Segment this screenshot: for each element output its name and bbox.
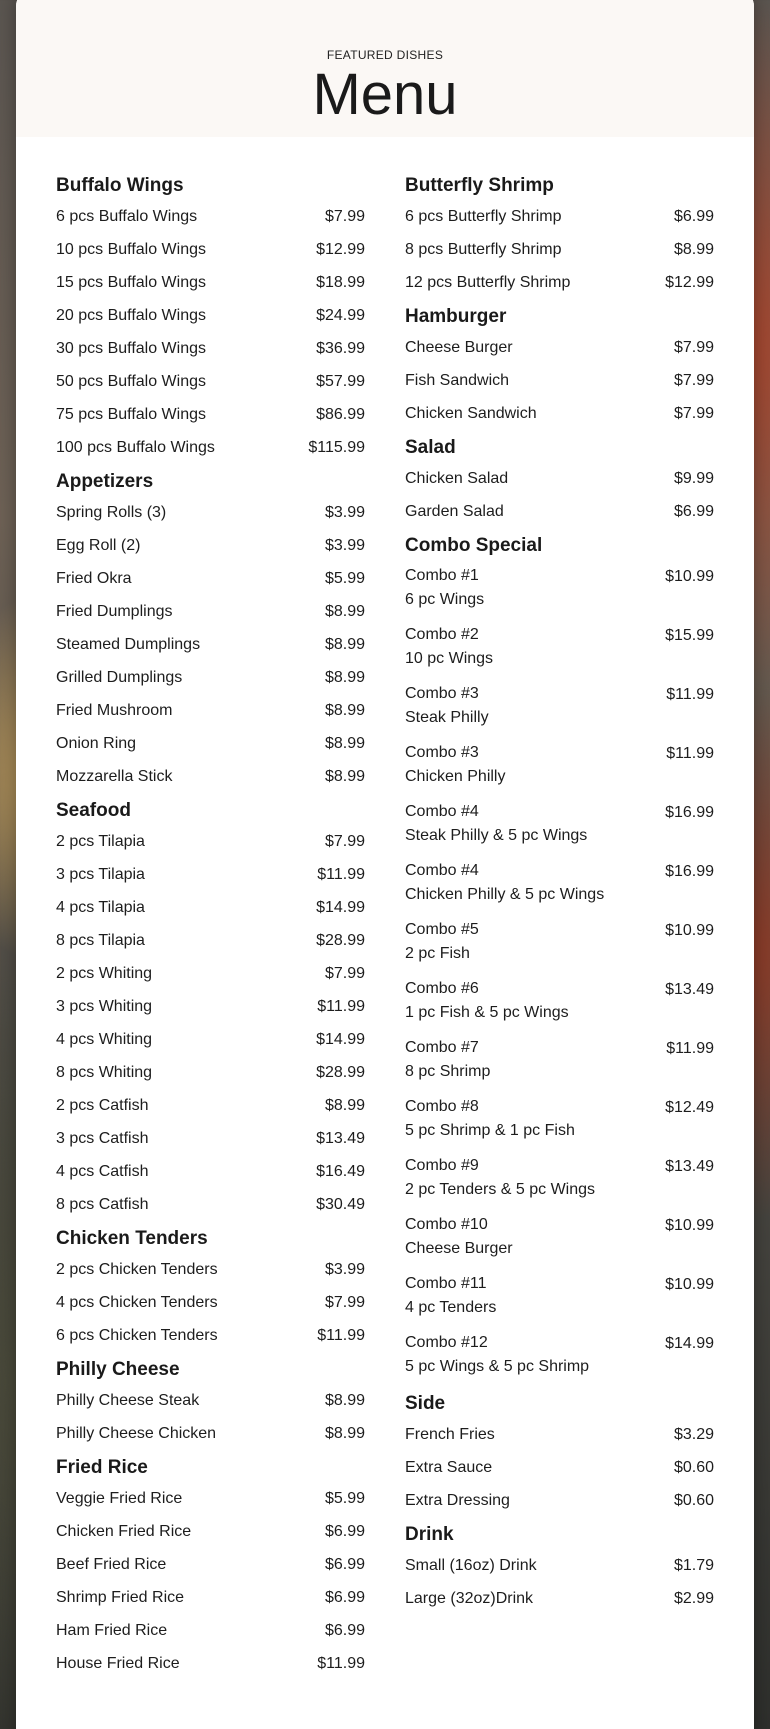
section-title: Fried Rice [56, 1457, 148, 1478]
combo-price: $16.99 [665, 863, 714, 880]
combo-detail: 5 pc Shrimp & 1 pc Fish [405, 1122, 575, 1139]
item-name: Veggie Fried Rice [56, 1490, 183, 1507]
item-name: Shrimp Fried Rice [56, 1589, 185, 1606]
item-name: 4 pcs Catfish [56, 1163, 149, 1180]
combo-price: $12.49 [665, 1099, 714, 1116]
item-name: 20 pcs Buffalo Wings [56, 307, 207, 324]
combo-detail: 2 pc Tenders & 5 pc Wings [405, 1181, 596, 1198]
item-price: $7.99 [673, 339, 714, 356]
menu-item [56, 1293, 365, 1312]
item-name: Small (16oz) Drink [405, 1557, 537, 1574]
menu-section-side [405, 1393, 714, 1510]
menu-item [56, 1096, 365, 1115]
item-name: 2 pcs Catfish [56, 1097, 149, 1114]
item-price: $8.99 [324, 603, 365, 620]
menu-item [56, 1162, 365, 1181]
item-price: $3.29 [673, 1426, 714, 1443]
item-price: $8.99 [324, 636, 365, 653]
combo-name: Combo #4 [405, 803, 479, 820]
menu-item [405, 1556, 714, 1575]
item-price: $5.99 [324, 570, 365, 587]
item-price: $14.99 [316, 1031, 365, 1048]
combo-item [405, 626, 714, 671]
combo-names [405, 918, 479, 966]
menu-section-salad [405, 437, 714, 521]
combo-price: $13.49 [665, 1158, 714, 1175]
item-price: $3.99 [324, 537, 365, 554]
menu-item [56, 1555, 365, 1574]
menu-item [56, 1030, 365, 1049]
menu-section-fried-rice [56, 1457, 365, 1673]
combo-price: $13.49 [665, 981, 714, 998]
combo-price: $16.99 [665, 804, 714, 821]
combo-price: $11.99 [666, 745, 714, 762]
item-name: French Fries [405, 1426, 495, 1443]
section-title: Seafood [56, 800, 131, 821]
item-name: 30 pcs Buffalo Wings [56, 340, 207, 357]
page-title: Menu [312, 62, 458, 127]
item-name: 6 pcs Chicken Tenders [56, 1327, 218, 1344]
menu-header [16, 0, 754, 137]
combo-price: $15.99 [665, 627, 714, 644]
combo-names [405, 1272, 496, 1320]
item-price: $6.99 [324, 1589, 365, 1606]
item-price: $57.99 [316, 373, 365, 390]
combo-names [405, 1213, 513, 1261]
menu-item [56, 1129, 365, 1148]
menu-section-seafood [56, 800, 365, 1214]
menu-card [16, 0, 754, 1729]
menu-item [405, 207, 714, 226]
item-price: $86.99 [316, 406, 365, 423]
item-name: 3 pcs Whiting [56, 998, 153, 1015]
combo-names [405, 1036, 490, 1084]
item-name: Philly Cheese Chicken [56, 1425, 217, 1442]
item-name: 4 pcs Whiting [56, 1031, 153, 1048]
item-price: $12.99 [665, 274, 714, 291]
section-title: Combo Special [405, 535, 543, 556]
combo-item [405, 685, 714, 730]
menu-item [405, 404, 714, 423]
combo-item [405, 1098, 714, 1143]
menu-item [405, 1425, 714, 1444]
combo-detail: Cheese Burger [405, 1240, 513, 1257]
item-price: $6.99 [324, 1622, 365, 1639]
menu-item [405, 240, 714, 259]
menu-item [56, 240, 365, 259]
item-name: 6 pcs Buffalo Wings [56, 208, 198, 225]
item-price: $7.99 [324, 208, 365, 225]
combo-item [405, 567, 714, 612]
combo-price: $11.99 [666, 1040, 714, 1057]
combo-price: $14.99 [665, 1335, 714, 1352]
menu-item [56, 1260, 365, 1279]
menu-item [56, 1588, 365, 1607]
combo-item [405, 803, 714, 848]
item-name: Garden Salad [405, 503, 504, 520]
item-name: 3 pcs Catfish [56, 1130, 149, 1147]
menu-column-left [56, 175, 365, 1687]
menu-section-butterfly-shrimp [405, 175, 714, 292]
menu-section-combo-special [405, 535, 714, 1379]
item-name: 8 pcs Tilapia [56, 932, 145, 949]
section-title: Salad [405, 437, 456, 458]
item-name: Fried Okra [56, 570, 132, 587]
menu-item [56, 569, 365, 588]
combo-name: Combo #7 [405, 1039, 479, 1056]
item-name: 75 pcs Buffalo Wings [56, 406, 207, 423]
menu-item [405, 1458, 714, 1477]
menu-item [56, 1063, 365, 1082]
menu-item [56, 273, 365, 292]
menu-item [56, 898, 365, 917]
item-name: 8 pcs Whiting [56, 1064, 153, 1081]
section-title: Buffalo Wings [56, 175, 184, 196]
item-name: Ham Fried Rice [56, 1622, 168, 1639]
menu-item [56, 1326, 365, 1345]
menu-section-drink [405, 1524, 714, 1608]
item-price: $7.99 [673, 372, 714, 389]
combo-names [405, 859, 604, 907]
menu-item [56, 1424, 365, 1443]
item-name: Extra Dressing [405, 1492, 510, 1509]
section-title: Hamburger [405, 306, 507, 327]
item-price: $0.60 [673, 1492, 714, 1509]
menu-item [56, 1522, 365, 1541]
item-price: $11.99 [317, 866, 365, 883]
menu-item [56, 865, 365, 884]
item-name: 8 pcs Catfish [56, 1196, 149, 1213]
menu-item [56, 734, 365, 753]
item-price: $18.99 [316, 274, 365, 291]
combo-item [405, 1275, 714, 1320]
item-price: $6.99 [324, 1523, 365, 1540]
menu-section-philly-cheese [56, 1359, 365, 1443]
menu-item [56, 767, 365, 786]
combo-detail: 6 pc Wings [405, 591, 485, 608]
menu-item [56, 668, 365, 687]
item-name: 3 pcs Tilapia [56, 866, 145, 883]
item-name: Philly Cheese Steak [56, 1392, 200, 1409]
combo-name: Combo #11 [405, 1275, 487, 1292]
item-price: $6.99 [673, 208, 714, 225]
combo-item [405, 921, 714, 966]
item-price: $115.99 [308, 439, 365, 456]
menu-item [56, 339, 365, 358]
item-price: $36.99 [316, 340, 365, 357]
item-price: $9.99 [673, 470, 714, 487]
item-price: $13.49 [316, 1130, 365, 1147]
menu-section-hamburger [405, 306, 714, 423]
item-name: 15 pcs Buffalo Wings [56, 274, 207, 291]
menu-item [405, 502, 714, 521]
menu-item [56, 438, 365, 457]
item-price: $28.99 [316, 1064, 365, 1081]
item-price: $8.99 [324, 702, 365, 719]
item-name: 100 pcs Buffalo Wings [56, 439, 215, 456]
item-price: $12.99 [316, 241, 365, 258]
item-name: Spring Rolls (3) [56, 504, 167, 521]
section-title: Side [405, 1393, 446, 1414]
combo-detail: 4 pc Tenders [405, 1299, 497, 1316]
menu-item [56, 405, 365, 424]
combo-detail: 8 pc Shrimp [405, 1063, 491, 1080]
menu-section-buffalo-wings [56, 175, 365, 457]
combo-item [405, 744, 714, 789]
combo-names [405, 800, 587, 848]
item-name: Chicken Fried Rice [56, 1523, 192, 1540]
menu-section-chicken-tenders [56, 1228, 365, 1345]
item-price: $8.99 [324, 1425, 365, 1442]
item-name: Fried Dumplings [56, 603, 173, 620]
combo-names [405, 1154, 595, 1202]
menu-item [56, 207, 365, 226]
menu-item [56, 372, 365, 391]
item-name: 2 pcs Whiting [56, 965, 153, 982]
combo-name: Combo #1 [405, 567, 479, 584]
menu-item [405, 469, 714, 488]
item-price: $30.49 [316, 1196, 365, 1213]
combo-item [405, 1216, 714, 1261]
combo-detail: 2 pc Fish [405, 945, 470, 962]
combo-names [405, 682, 489, 730]
combo-name: Combo #6 [405, 980, 479, 997]
combo-detail: 5 pc Wings & 5 pc Shrimp [405, 1358, 590, 1375]
item-name: 12 pcs Butterfly Shrimp [405, 274, 571, 291]
item-price: $6.99 [673, 503, 714, 520]
menu-item [56, 1489, 365, 1508]
combo-price: $10.99 [665, 1276, 714, 1293]
combo-item [405, 1334, 714, 1379]
item-name: 8 pcs Butterfly Shrimp [405, 241, 562, 258]
item-price: $11.99 [317, 1327, 365, 1344]
combo-detail: 10 pc Wings [405, 650, 494, 667]
combo-name: Combo #3 [405, 744, 479, 761]
combo-detail: Chicken Philly & 5 pc Wings [405, 886, 605, 903]
combo-item [405, 1157, 714, 1202]
combo-name: Combo #2 [405, 626, 479, 643]
combo-detail: Steak Philly & 5 pc Wings [405, 827, 588, 844]
item-price: $1.79 [673, 1557, 714, 1574]
menu-item [405, 371, 714, 390]
item-price: $2.99 [673, 1590, 714, 1607]
item-name: 4 pcs Tilapia [56, 899, 145, 916]
combo-names [405, 1095, 575, 1143]
section-title: Butterfly Shrimp [405, 175, 554, 196]
combo-name: Combo #4 [405, 862, 479, 879]
item-name: Extra Sauce [405, 1459, 493, 1476]
menu-item [56, 503, 365, 522]
item-name: Egg Roll (2) [56, 537, 141, 554]
menu-columns [56, 175, 714, 1687]
item-price: $24.99 [316, 307, 365, 324]
combo-names [405, 623, 493, 671]
menu-column-right [405, 175, 714, 1687]
combo-names [405, 741, 505, 789]
combo-item [405, 862, 714, 907]
item-price: $8.99 [324, 768, 365, 785]
item-price: $16.49 [316, 1163, 365, 1180]
item-price: $8.99 [324, 669, 365, 686]
item-name: Grilled Dumplings [56, 669, 183, 686]
item-name: Steamed Dumplings [56, 636, 201, 653]
combo-detail: Steak Philly [405, 709, 489, 726]
item-name: 4 pcs Chicken Tenders [56, 1294, 218, 1311]
menu-item [56, 931, 365, 950]
item-name: 10 pcs Buffalo Wings [56, 241, 207, 258]
menu-section-appetizers [56, 471, 365, 786]
menu-item [56, 1195, 365, 1214]
menu-item [56, 602, 365, 621]
combo-price: $10.99 [665, 568, 714, 585]
menu-item [56, 964, 365, 983]
item-price: $8.99 [673, 241, 714, 258]
menu-item [56, 536, 365, 555]
section-title: Drink [405, 1524, 454, 1545]
menu-item [405, 1491, 714, 1510]
item-name: Fish Sandwich [405, 372, 510, 389]
combo-detail: 1 pc Fish & 5 pc Wings [405, 1004, 569, 1021]
item-price: $3.99 [324, 1261, 365, 1278]
item-name: Large (32oz)Drink [405, 1590, 534, 1607]
item-price: $8.99 [324, 1392, 365, 1409]
combo-names [405, 977, 569, 1025]
section-title: Philly Cheese [56, 1359, 180, 1380]
item-price: $0.60 [673, 1459, 714, 1476]
item-price: $8.99 [324, 1097, 365, 1114]
combo-name: Combo #9 [405, 1157, 479, 1174]
item-price: $11.99 [317, 1655, 365, 1672]
combo-price: $11.99 [666, 686, 714, 703]
combo-price: $10.99 [665, 922, 714, 939]
combo-name: Combo #5 [405, 921, 479, 938]
combo-names [405, 564, 484, 612]
item-name: Cheese Burger [405, 339, 513, 356]
item-price: $7.99 [673, 405, 714, 422]
menu-item [56, 832, 365, 851]
item-name: Beef Fried Rice [56, 1556, 167, 1573]
menu-item [56, 306, 365, 325]
item-name: House Fried Rice [56, 1655, 180, 1672]
item-price: $6.99 [324, 1556, 365, 1573]
combo-name: Combo #10 [405, 1216, 488, 1233]
menu-item [405, 338, 714, 357]
combo-price: $10.99 [665, 1217, 714, 1234]
item-price: $14.99 [316, 899, 365, 916]
combo-item [405, 980, 714, 1025]
menu-item [56, 701, 365, 720]
item-name: Mozzarella Stick [56, 768, 173, 785]
section-title: Chicken Tenders [56, 1228, 208, 1249]
combo-names [405, 1331, 589, 1379]
item-price: $11.99 [317, 998, 365, 1015]
item-price: $3.99 [324, 504, 365, 521]
item-price: $7.99 [324, 833, 365, 850]
item-price: $5.99 [324, 1490, 365, 1507]
combo-item [405, 1039, 714, 1084]
menu-item [405, 1589, 714, 1608]
combo-name: Combo #8 [405, 1098, 479, 1115]
item-name: 2 pcs Tilapia [56, 833, 145, 850]
menu-item [56, 635, 365, 654]
item-name: Onion Ring [56, 735, 137, 752]
header-kicker: FEATURED DISHES [326, 48, 444, 62]
menu-item [56, 1621, 365, 1640]
item-name: 2 pcs Chicken Tenders [56, 1261, 218, 1278]
item-name: Chicken Sandwich [405, 405, 537, 422]
combo-detail: Chicken Philly [405, 768, 506, 785]
combo-name: Combo #3 [405, 685, 479, 702]
item-price: $8.99 [324, 735, 365, 752]
item-price: $7.99 [324, 965, 365, 982]
menu-item [56, 1391, 365, 1410]
item-name: Fried Mushroom [56, 702, 173, 719]
combo-name: Combo #12 [405, 1334, 488, 1351]
section-title: Appetizers [56, 471, 154, 492]
item-name: Chicken Salad [405, 470, 509, 487]
item-price: $28.99 [316, 932, 365, 949]
menu-item [56, 1654, 365, 1673]
item-price: $7.99 [324, 1294, 365, 1311]
menu-item [405, 273, 714, 292]
item-name: 6 pcs Butterfly Shrimp [405, 208, 562, 225]
item-name: 50 pcs Buffalo Wings [56, 373, 207, 390]
menu-item [56, 997, 365, 1016]
